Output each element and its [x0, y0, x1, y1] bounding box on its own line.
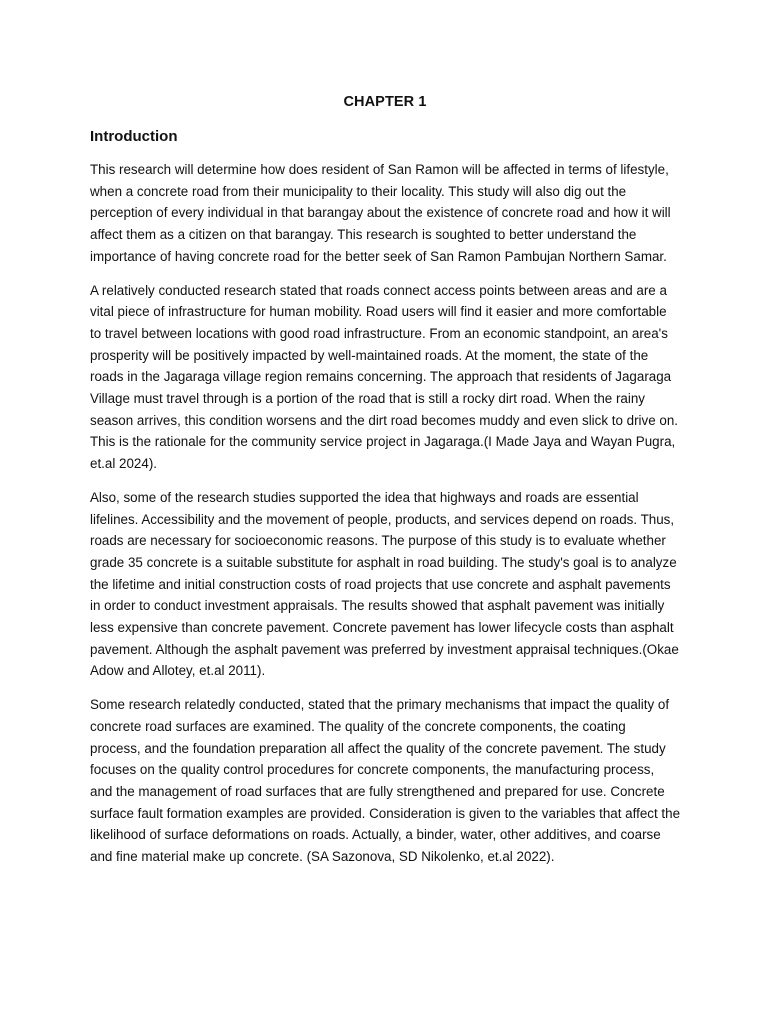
- chapter-title: CHAPTER 1: [343, 94, 427, 110]
- paragraph-2: A relatively conducted research stated that roads connect access points between areas and are a vital piece of infrastructure for human mobility. Road users will find it easier and more comfortable to travel between locations with good road infrastructure. From an economic standpoint, an area's prosperity will be positively impacted by well-maintained roads. At the moment, the state of the roads in the Jagaraga village region remains concerning. The approach that residents of Jagaraga Village must travel through is a portion of the road that is still a rocky dirt road. When the rainy season arrives, this condition worsens and the dirt road becomes muddy and even slick to drive on. This is the rationale for the community service project in Jagaraga.(I Made Jaya and Wayan Pugra, et.al 2024).: [90, 282, 679, 472]
- paragraph-3: Also, some of the research studies supported the idea that highways and roads are essential lifelines. Accessibility and the movement of people, products, and services depend on roads. Thus, roads are necessary for socioeconomic reasons. The purpose of this study is to evaluate whether grade 35 concrete is a suitable substitute for asphalt in road building. The study's goal is to analyze the lifetime and initial construction costs of road projects that use concrete and asphalt pavements in order to conduct investment appraisals. The results showed that asphalt pavement was initially less expensive than concrete pavement. Concrete pavement has lower lifecycle costs than asphalt pavement. Although the asphalt pavement was preferred by investment appraisal techniques.(Okae Adow and Allotey, et.al 2011).: [90, 489, 679, 679]
- paragraph-1: This research will determine how does resident of San Ramon will be affected in terms of lifestyle, when a concrete road from their municipality to their locality. This study will also dig out the perception of every individual in that barangay about the existence of concrete road and how it will affect them as a citizen on that barangay. This research is soughted to better understand the importance of having concrete road for the better seek of San Ramon Pambujan Northern Samar.: [90, 162, 671, 264]
- paragraph-4: Some research relatedly conducted, stated that the primary mechanisms that impact the quality of concrete road surfaces are examined. The quality of the concrete components, the coating process, and the foundation preparation all affect the quality of the concrete pavement. The study focuses on the quality control procedures for concrete components, the manufacturing process, and the management of road surfaces that are fully strengthened and prepared for use. Concrete surface fault formation examples are provided. Consideration is given to the variables that affect the likelihood of surface deformations on roads. Actually, a binder, water, other additives, and coarse and fine material make up concrete. (SA Sazonova, SD Nikolenko, et.al 2022).: [90, 697, 681, 865]
- section-heading-introduction: Introduction: [90, 128, 178, 145]
